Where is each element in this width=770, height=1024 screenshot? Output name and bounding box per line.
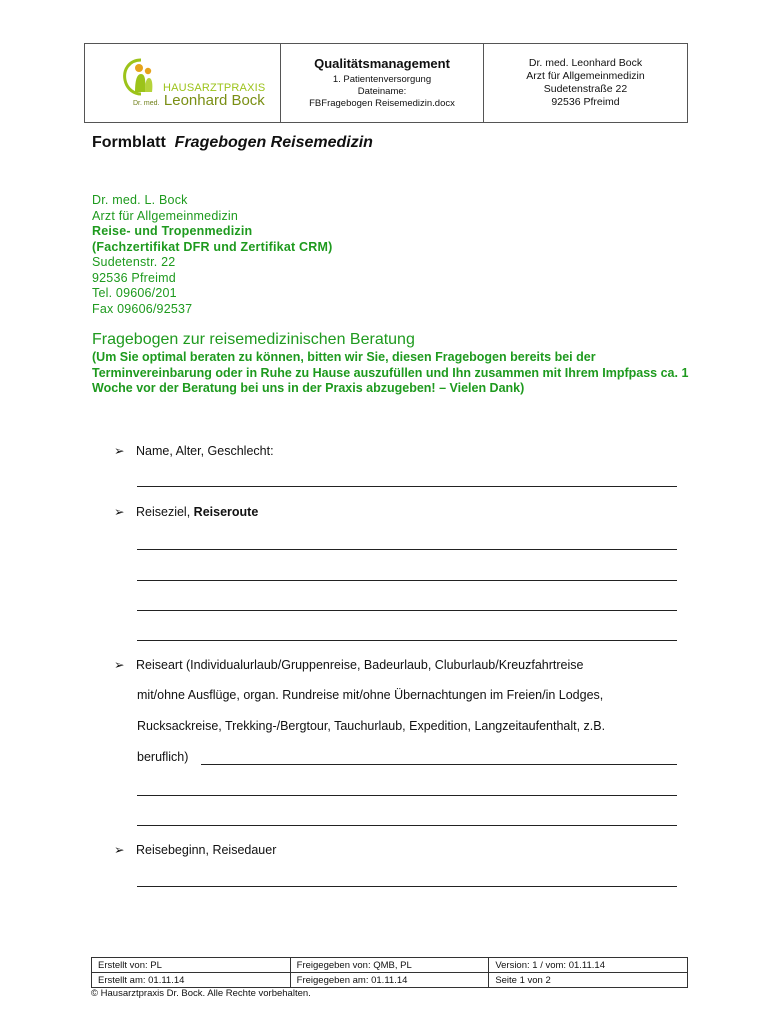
logo-cell bbox=[85, 44, 281, 123]
bullet-arrow-icon: ➢ bbox=[114, 444, 125, 458]
document-footer bbox=[91, 957, 688, 988]
question-reiseart-line4: beruflich) bbox=[137, 750, 189, 764]
sender-block bbox=[92, 193, 332, 317]
questionnaire-subtitle: (Um Sie optimal beraten zu können, bitten wir Sie, diesen Fragebogen bereits bei der Terminvereinbarung oder in Ruhe zu Hause auszufüllen und Ihn zusammen mit Ihrem Impfpass ca. 1 Woche vor der Beratung bei uns in der Praxis abzugeben! – Vielen Dank) bbox=[92, 350, 689, 395]
answer-line-reiseart-3[interactable] bbox=[137, 825, 677, 826]
answer-line-reiseziel-2[interactable] bbox=[137, 580, 677, 581]
qm-line-filename: FBFragebogen Reisemedizin.docx bbox=[309, 98, 455, 109]
logo-text-name: Leonhard Bock bbox=[163, 92, 265, 109]
address-profession: Arzt für Allgemeinmedizin bbox=[526, 70, 645, 82]
family-logo-icon bbox=[121, 58, 161, 96]
footer-page-number: Seite 1 von 2 bbox=[489, 973, 688, 988]
page-title-prefix: Formblatt bbox=[92, 134, 166, 151]
qm-title: Qualitätsmanagement bbox=[314, 56, 450, 71]
answer-line-reisebeginn[interactable] bbox=[137, 886, 677, 887]
address-street: Sudetenstraße 22 bbox=[543, 83, 628, 95]
question-name bbox=[114, 443, 274, 458]
qm-line-filename-label: Dateiname: bbox=[357, 86, 407, 97]
sender-tel: Tel. 09606/201 bbox=[92, 286, 177, 300]
question-reiseziel-label: Reiseziel, bbox=[136, 505, 194, 519]
answer-line-reiseziel-1[interactable] bbox=[137, 549, 677, 550]
bullet-arrow-icon: ➢ bbox=[114, 505, 125, 519]
sender-specialty: Reise- und Tropenmedizin bbox=[92, 224, 253, 238]
copyright-notice: © Hausarztpraxis Dr. Bock. Alle Rechte vorbehalten. bbox=[91, 988, 311, 999]
address-name: Dr. med. Leonhard Bock bbox=[528, 57, 643, 69]
address-cell bbox=[484, 44, 688, 123]
footer-created-on: Erstellt am: 01.11.14 bbox=[92, 973, 291, 988]
footer-approved-on: Freigegeben am: 01.11.14 bbox=[290, 973, 489, 988]
sender-fax: Fax 09606/92537 bbox=[92, 301, 193, 316]
address-city: 92536 Pfreimd bbox=[551, 96, 620, 108]
logo-text-title: Dr. med. bbox=[133, 100, 160, 107]
question-reiseart-line2: mit/ohne Ausflüge, organ. Rundreise mit/ohne Übernachtungen im Freien/in Lodges, bbox=[137, 688, 604, 702]
question-reiseziel bbox=[114, 504, 258, 519]
question-reiseart-line3: Rucksackreise, Trekking-/Bergtour, Tauchurlaub, Expedition, Langzeitaufenthalt, z.B. bbox=[137, 719, 606, 733]
question-reisebeginn bbox=[114, 842, 276, 857]
question-reiseart bbox=[114, 657, 583, 672]
footer-created-by: Erstellt von: PL bbox=[92, 958, 291, 973]
bullet-arrow-icon: ➢ bbox=[114, 658, 125, 672]
sender-profession: Arzt für Allgemeinmedizin bbox=[92, 208, 239, 223]
sender-name: Dr. med. L. Bock bbox=[92, 193, 188, 207]
logo-text-practice: HAUSARZTPRAXIS bbox=[163, 82, 266, 94]
page-title-name: Fragebogen Reisemedizin bbox=[174, 134, 373, 151]
bullet-arrow-icon: ➢ bbox=[114, 843, 125, 857]
footer-approved-by: Freigegeben von: QMB, PL bbox=[290, 958, 489, 973]
logo-text-doctor bbox=[133, 92, 265, 110]
qm-cell bbox=[281, 44, 484, 123]
question-reisebeginn-label: Reisebeginn, Reisedauer bbox=[136, 843, 277, 857]
questionnaire-title: Fragebogen zur reisemedizinischen Beratung bbox=[92, 331, 415, 348]
answer-line-reiseziel-3[interactable] bbox=[137, 610, 677, 611]
answer-line-reiseart-2[interactable] bbox=[137, 795, 677, 796]
question-name-label: Name, Alter, Geschlecht: bbox=[136, 444, 274, 458]
footer-version: Version: 1 / vom: 01.11.14 bbox=[489, 958, 688, 973]
practice-logo bbox=[85, 44, 280, 122]
answer-line-reiseart-1[interactable] bbox=[201, 764, 677, 765]
document-header bbox=[84, 43, 688, 123]
sender-street: Sudetenstr. 22 bbox=[92, 255, 176, 269]
answer-line-name[interactable] bbox=[137, 486, 677, 487]
answer-line-reiseziel-4[interactable] bbox=[137, 640, 677, 641]
sender-certificates: (Fachzertifikat DFR und Zertifikat CRM) bbox=[92, 239, 333, 254]
question-reiseart-line1: Reiseart (Individualurlaub/Gruppenreise, Badeurlaub, Cluburlaub/Kreuzfahrtreise bbox=[136, 658, 584, 672]
question-reiseroute-label: Reiseroute bbox=[193, 505, 259, 519]
sender-city: 92536 Pfreimd bbox=[92, 270, 176, 285]
page-title bbox=[92, 134, 373, 152]
qm-line-category: 1. Patientenversorgung bbox=[332, 74, 432, 85]
